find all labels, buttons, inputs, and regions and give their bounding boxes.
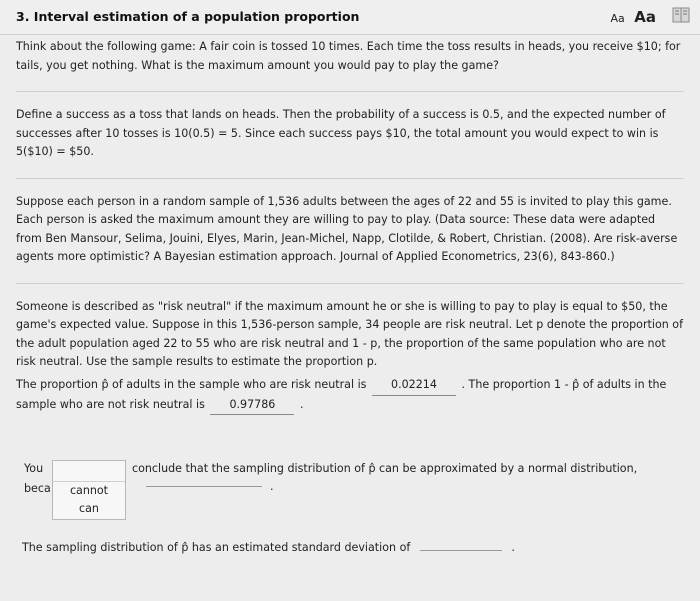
book-icon[interactable] [670, 4, 692, 26]
sd-dot: . [511, 541, 515, 554]
paragraph-game: Think about the following game: A fair coin is tossed 10 times. Each time the toss results in heads, you receive $10; for tails, you get nothing. What is the maximum amount you would pay to play the game? [16, 40, 681, 72]
dropdown-option-can[interactable]: can [79, 502, 99, 515]
dropdown-option-cannot[interactable]: cannot [69, 484, 109, 497]
section-divider [16, 283, 684, 284]
answer-value-2[interactable]: 0.97786 [210, 396, 294, 416]
conclusion-dropdown[interactable] [52, 460, 126, 520]
text-size-large-button[interactable]: Aa [634, 8, 656, 26]
section-divider [16, 91, 684, 92]
text-size-small-button[interactable]: Aa [610, 12, 625, 25]
beca-label: beca [24, 482, 51, 495]
reason-dropdown[interactable] [146, 486, 262, 487]
paragraph-risk-neutral: Someone is described as "risk neutral" if the maximum amount he or she is willing to pay to play is equal to $50, the game's expected value. Suppose in this 1,536-person sample, 34 people are risk neutral. Let p denote the proportion of the adult population aged 22 to 55 who are risk neutral and 1 - p, the proportion of the same population who are not risk neutral. Use the sample results to estimate the proportion p. [16, 299, 684, 368]
page-title: 3. Interval estimation of a population proportion [16, 9, 360, 24]
standard-deviation-line [22, 541, 682, 554]
answer-middle: . The proportion 1 - p̂ of adults in the sample who are not risk neutral is [16, 378, 667, 411]
section-divider [16, 178, 684, 179]
header-bar [0, 0, 700, 35]
sd-text: The sampling distribution of p̂ has an estimated standard deviation of [22, 541, 411, 554]
question-text [16, 38, 684, 388]
standard-deviation-input[interactable] [420, 550, 502, 551]
paragraph-success: Define a success as a toss that lands on heads. Then the probability of a success is 0.5, and the expected number of successes after 10 tosses is 10(0.5) = 5. Since each success pays $10, the total amount you would expect to win is 5($10) = $50. [16, 108, 666, 158]
text-size-control[interactable] [611, 8, 657, 26]
dropdown-current[interactable] [53, 461, 125, 482]
conclusion-text: conclude that the sampling distribution of p̂ can be approximated by a normal distribution, [132, 462, 638, 475]
conclusion-dot: . [270, 480, 274, 493]
conclusion-area [22, 460, 682, 520]
answer-prefix: The proportion p̂ of adults in the sample who are risk neutral is [16, 378, 367, 391]
you-label: You [24, 462, 44, 475]
answer-block [16, 376, 684, 415]
answer-suffix: . [299, 397, 304, 411]
paragraph-sample: Suppose each person in a random sample of 1,536 adults between the ages of 22 and 55 is invited to play this game. Each person is asked the maximum amount they are willing to pay to play. (Data source: These data were adapted from Ben Mansour, Selima, Jouini, Elyes, Marin, Jean-Michel, Napp, Clotilde, & Robert, Christian. (2008). Are risk-averse agents more optimistic? A Bayesian estimation approach. Journal of Applied Econometrics, 23(6), 843-860.) [16, 194, 678, 263]
answer-value-1[interactable]: 0.02214 [372, 376, 456, 396]
